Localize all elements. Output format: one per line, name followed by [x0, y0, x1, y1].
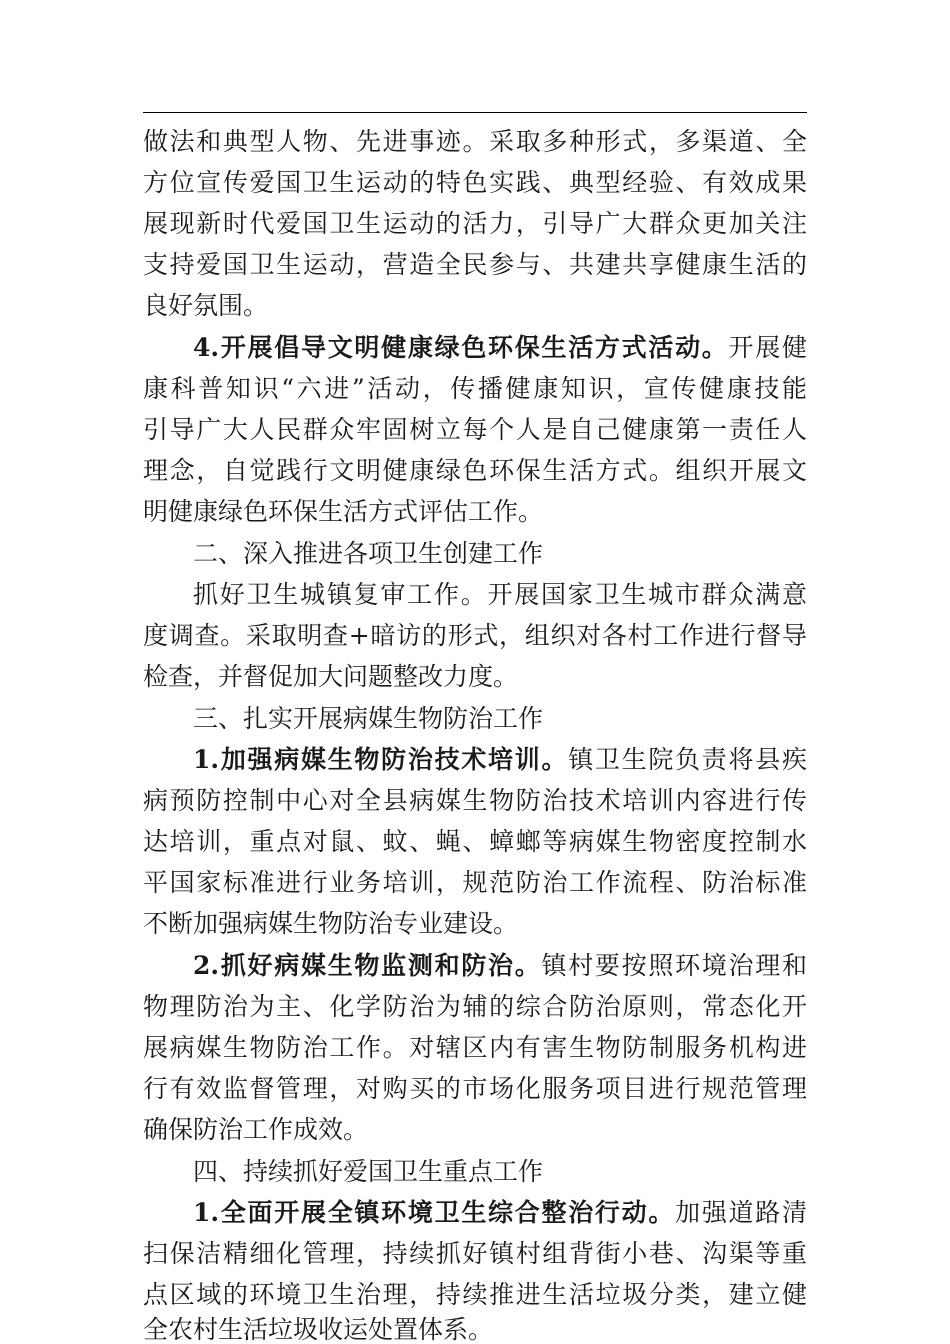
- section-heading: 三、扎实开展病媒生物防治工作: [193, 704, 544, 733]
- section-heading: 二、深入推进各项卫生创建工作: [193, 539, 544, 568]
- body-line: 平国家标准进行业务培训，规范防治工作流程、防治标准: [143, 868, 807, 897]
- section-heading: 四、持续抓好爱国卫生重点工作: [193, 1157, 544, 1186]
- body-line: 良好氛围。: [143, 291, 269, 320]
- item-text: 镇卫生院负责将县疾: [568, 745, 807, 774]
- body-line: 抓好卫生城镇复审工作。开展国家卫生城市群众满意: [193, 580, 807, 609]
- body-line: 展病媒生物防治工作。对辖区内有害生物防制服务机构进: [143, 1033, 807, 1062]
- item-text: 开展健: [728, 333, 807, 362]
- body-line: 扫保洁精细化管理，持续抓好镇村组背街小巷、沟渠等重: [143, 1239, 807, 1268]
- item-first-line: [193, 946, 807, 986]
- item-text: 加强道路清: [675, 1198, 807, 1227]
- body-line: 方位宣传爱国卫生运动的特色实践、典型经验、有效成果: [143, 168, 807, 197]
- body-line: 点区域的环境卫生治理，持续推进生活垃圾分类，建立健: [143, 1280, 807, 1309]
- item-title: 4.开展倡导文明健康绿色环保生活方式活动。: [193, 333, 729, 362]
- body-line: 度调查。采取明查+暗访的形式，组织对各村工作进行督导: [143, 621, 807, 650]
- item-first-line: [193, 1193, 807, 1233]
- body-line: 行有效监督管理，对购买的市场化服务项目进行规范管理: [143, 1074, 807, 1103]
- item-title: 1.全面开展全镇环境卫生综合整治行动。: [193, 1198, 676, 1227]
- body-line: 引导广大人民群众牢固树立每个人是自己健康第一责任人: [143, 415, 807, 444]
- body-line: 达培训，重点对鼠、蚊、蝇、蟑螂等病媒生物密度控制水: [143, 827, 807, 856]
- item-title: 1.加强病媒生物防治技术培训。: [193, 745, 569, 774]
- body-line: 病预防控制中心对全县病媒生物防治技术培训内容进行传: [143, 786, 807, 815]
- body-line: 检查，并督促加大问题整改力度。: [143, 662, 519, 691]
- body-line: 确保防治工作成效。: [143, 1115, 369, 1144]
- item-first-line: [193, 740, 807, 780]
- body-line: 明健康绿色环保生活方式评估工作。: [143, 497, 544, 526]
- body-line: 康科普知识“六进”活动，传播健康知识，宣传健康技能: [143, 374, 807, 403]
- item-text: 镇村要按照环境治理和: [541, 951, 807, 980]
- item-title: 2.抓好病媒生物监测和防治。: [193, 951, 542, 980]
- item-first-line: [193, 328, 807, 368]
- body-line: 做法和典型人物、先进事迹。采取多种形式，多渠道、全: [143, 127, 807, 156]
- header-rule: [143, 112, 807, 113]
- body-line: 物理防治为主、化学防治为辅的综合防治原则，常态化开: [143, 992, 807, 1021]
- body-line: 理念，自觉践行文明健康绿色环保生活方式。组织开展文: [143, 456, 807, 485]
- body-line: 不断加强病媒生物防治专业建设。: [143, 909, 519, 938]
- body-line: 展现新时代爱国卫生运动的活力，引导广大群众更加关注: [143, 209, 807, 238]
- body-line: 全农村生活垃圾收运处置体系。: [143, 1315, 494, 1344]
- body-line: 支持爱国卫生运动，营造全民参与、共建共享健康生活的: [143, 250, 807, 279]
